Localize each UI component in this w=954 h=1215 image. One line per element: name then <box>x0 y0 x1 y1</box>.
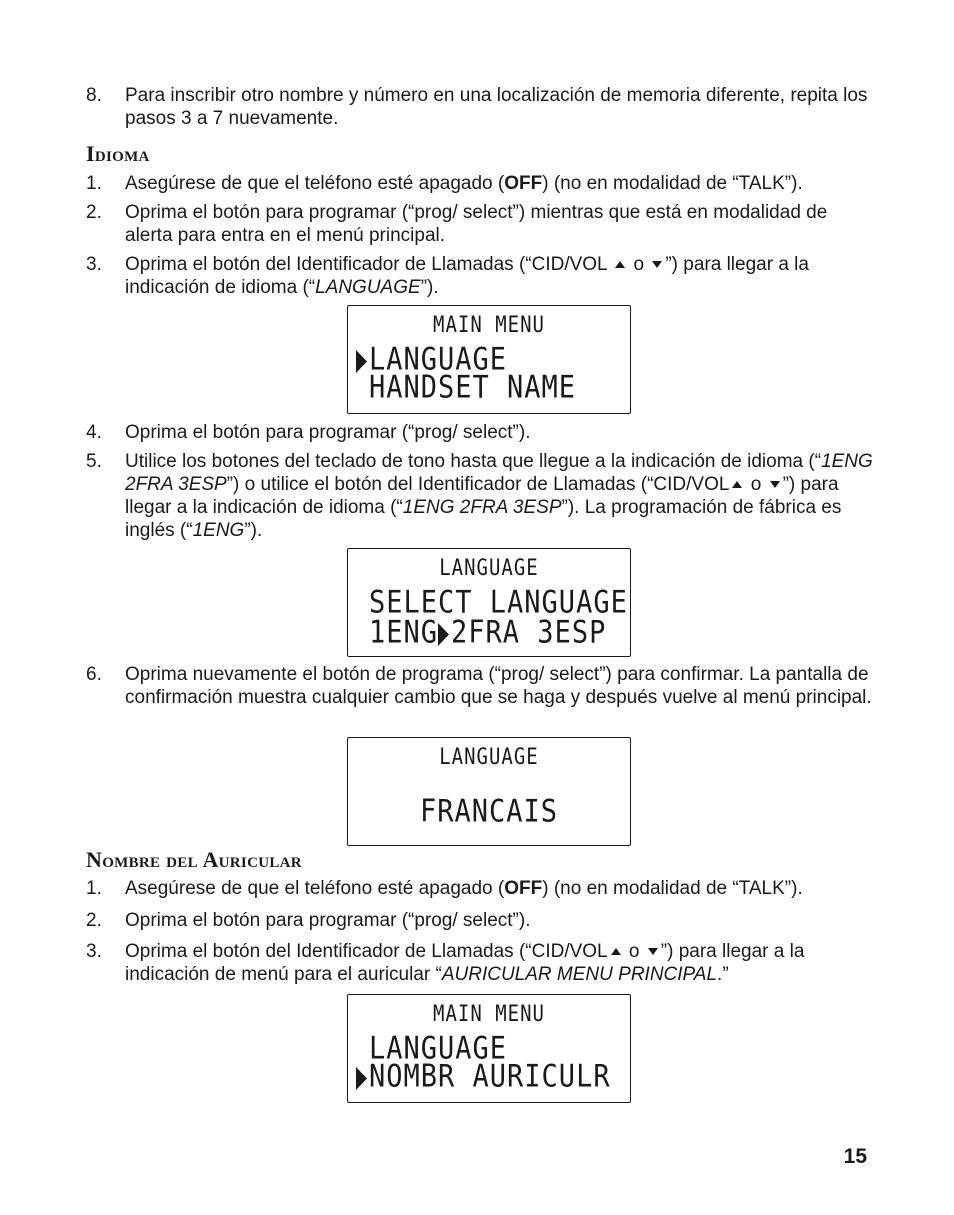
lcd-display-main-menu-handset <box>347 994 631 1103</box>
down-arrow-icon <box>770 481 780 488</box>
lcd-display-confirmation <box>347 737 631 846</box>
step-text: Oprima nuevamente el botón de programa (“prog/ select”) para confirmar. La pantalla de confirmación muestra cualquier cambio que se haga y después vuelve al menú principal. <box>125 664 872 708</box>
off-label: OFF <box>504 878 543 899</box>
step-text: Oprima el botón del Identificador de Llamadas (“CID/VOL o ”) para llegar a la indicación de menú para el auricular “AURICULAR MENU PRINCIPAL.” <box>125 941 805 985</box>
step-number: 8. <box>86 85 102 106</box>
lcd-line-2: 1ENG 2FRA 3ESP <box>369 615 607 651</box>
down-arrow-icon <box>648 948 658 955</box>
step-text: Para inscribir otro nombre y número en una localización de memoria diferente, repita los pasos 3 a 7 nuevamente. <box>125 85 868 129</box>
step-number: 1. <box>86 173 102 194</box>
lcd-title: LANGUAGE <box>439 744 539 770</box>
page-number: 15 <box>843 1145 867 1168</box>
step-number: 3. <box>86 941 102 962</box>
lcd-line-2: NOMBR AURICULR <box>356 1059 611 1095</box>
lcd-title: MAIN MENU <box>433 1001 545 1027</box>
step-number: 1. <box>86 878 102 899</box>
lcd-line-1: SELECT LANGUAGE <box>369 585 628 621</box>
lcd-display-main-menu <box>347 305 631 414</box>
down-arrow-icon <box>652 261 662 268</box>
step-number: 2. <box>86 910 102 931</box>
off-label: OFF <box>504 173 543 194</box>
cursor-arrow-icon <box>356 1067 367 1090</box>
step-number: 4. <box>86 422 102 443</box>
lcd-line-2: HANDSET NAME <box>369 370 577 406</box>
step-number: 6. <box>86 664 102 685</box>
cursor-arrow-icon <box>438 623 449 646</box>
step-text: Asegúrese de que el teléfono esté apagado (OFF) (no en modalidad de “TALK”). <box>125 878 803 899</box>
step-text: Oprima el botón para programar (“prog/ select”) mientras que está en modalidad de alerta para entra en el menú principal. <box>125 202 828 246</box>
section-heading-idioma: Idioma <box>86 141 150 166</box>
step-number: 3. <box>86 254 102 275</box>
up-arrow-icon <box>615 261 625 268</box>
lcd-line-1: LANGUAGE <box>369 1031 508 1067</box>
up-arrow-icon <box>732 481 742 488</box>
step-text: Asegúrese de que el teléfono esté apagado (OFF) (no en modalidad de “TALK”). <box>125 173 803 194</box>
step-text: Utilice los botones del teclado de tono hasta que llegue a la indicación de idioma (“1ENG 2FRA 3ESP”) o utilice el botón del Identificador de Llamadas (“CID/VOL o ”) para llegar a la indicación de idioma (“1ENG 2FRA 3ESP”). La programación de fábrica es inglés (“1ENG”). <box>125 451 873 541</box>
step-number: 5. <box>86 451 102 472</box>
lcd-title: MAIN MENU <box>433 312 545 338</box>
up-arrow-icon <box>611 948 621 955</box>
step-text: Oprima el botón para programar (“prog/ select”). <box>125 910 531 931</box>
lcd-line-1: FRANCAIS <box>419 794 559 830</box>
step-text: Oprima el botón del Identificador de Llamadas (“CID/VOL o ”) para llegar a la indicación de idioma (“LANGUAGE”). <box>125 254 809 298</box>
lcd-line-1: LANGUAGE <box>356 342 507 378</box>
section-heading-nombre-auricular: Nombre del Auricular <box>86 847 302 872</box>
step-text: Oprima el botón para programar (“prog/ select”). <box>125 422 531 443</box>
lcd-display-language-select <box>347 548 631 657</box>
lcd-title: LANGUAGE <box>439 555 539 581</box>
step-number: 2. <box>86 202 102 223</box>
